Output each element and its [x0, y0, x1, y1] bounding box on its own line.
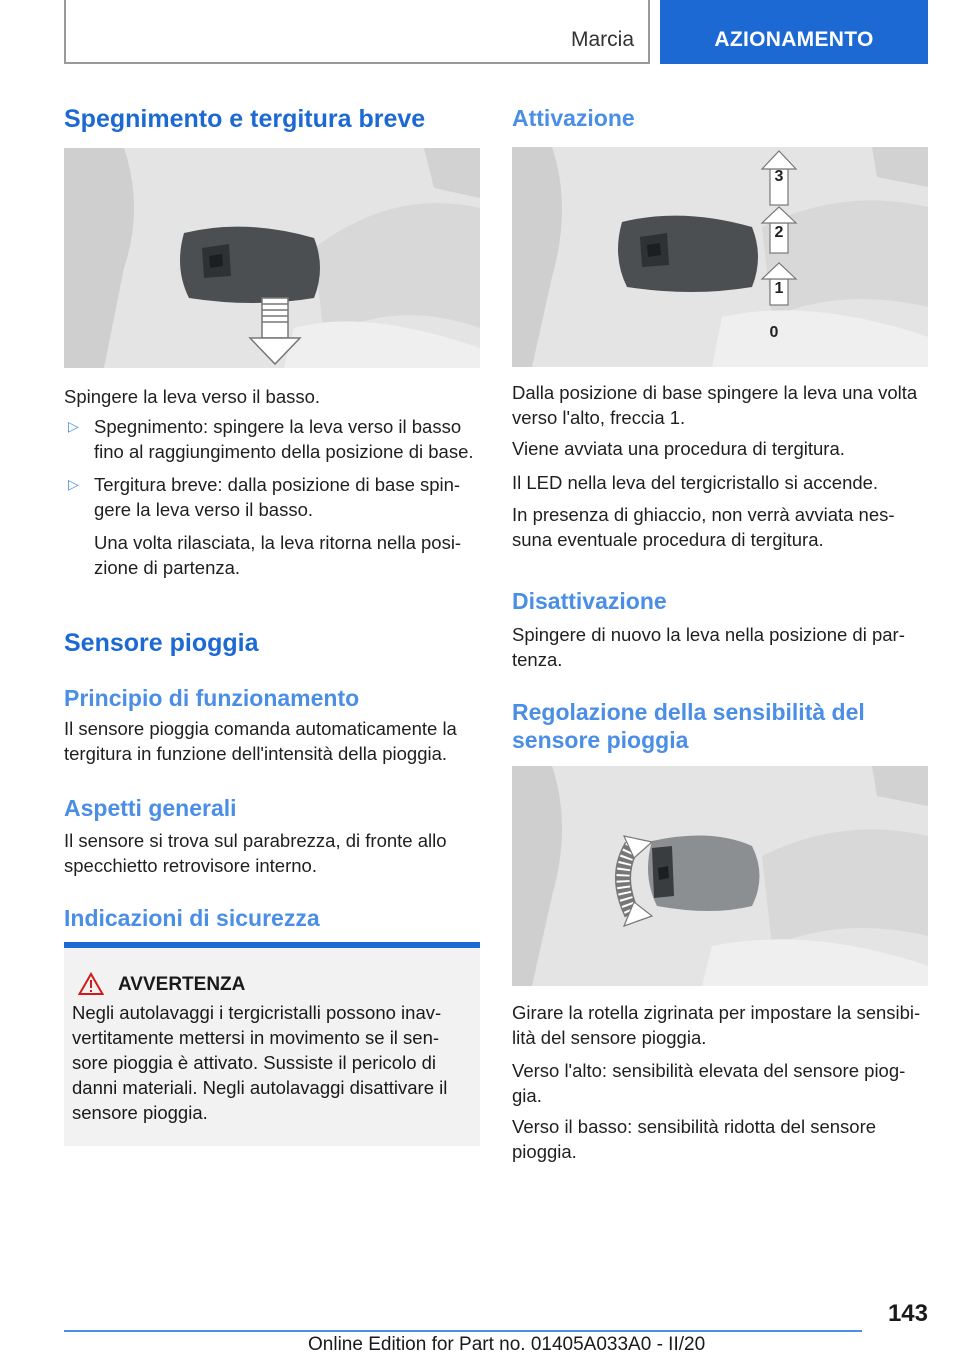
section-label: Marcia — [570, 28, 634, 51]
illustration-knurled-wheel — [512, 766, 928, 986]
section-tab — [64, 0, 650, 64]
deactivation-text: Spingere di nuovo la leva nella posizione di par-tenza. — [512, 624, 905, 670]
list-item-text: Spegnimento: spingere la leva verso il basso fino al raggiungimento della posizione di base. — [94, 416, 474, 462]
heading-general: Aspetti generali — [64, 795, 237, 821]
heading-rain-sensor: Sensore pioggia — [64, 629, 259, 657]
heading-short-wipe: Spegnimento e tergitura breve — [64, 105, 426, 133]
list-item-text: Tergitura breve: dalla posizione di base spin-gere la leva verso il basso. — [94, 474, 461, 520]
intro-text: Spingere la leva verso il basso. — [64, 386, 321, 407]
chapter-label: AZIONAMENTO — [714, 28, 874, 51]
heading-safety: Indicazioni di sicurezza — [64, 905, 320, 931]
heading-principle: Principio di funzionamento — [64, 685, 360, 711]
arrow-label-3: 3 — [774, 168, 784, 185]
activation-text-1: Dalla posizione di base spingere la leva una volta verso l'alto, freccia 1. — [512, 382, 918, 428]
activation-text-4: In presenza di ghiaccio, non verrà avviata nes-suna eventuale procedura di tergitura. — [512, 504, 895, 550]
triangle-bullet-icon: ▷ — [68, 476, 79, 492]
warning-box — [64, 942, 480, 1146]
bullet-list — [64, 414, 480, 580]
activation-text-2: Viene avviata una procedura di tergitura. — [512, 438, 845, 459]
warning-triangle-icon — [78, 972, 104, 996]
footer-rule — [64, 1330, 862, 1332]
warning-title: AVVERTENZA — [118, 974, 246, 995]
heading-sensitivity: Regolazione della sensibilità del sensore pioggia — [512, 699, 865, 753]
sensitivity-text-1: Girare la rotella zigrinata per impostare la sensibi-lità del sensore pioggia. — [512, 1002, 921, 1048]
arrow-label-1: 1 — [774, 280, 784, 297]
illustration-lever-up — [512, 147, 928, 367]
page-number: 143 — [887, 1300, 928, 1327]
triangle-bullet-icon: ▷ — [68, 418, 79, 434]
list-item-text: Una volta rilasciata, la leva ritorna nella posi-zione di partenza. — [94, 532, 462, 578]
sensitivity-text-2: Verso l'alto: sensibilità elevata del sensore piog-gia. — [512, 1060, 906, 1106]
warning-text: Negli autolavaggi i tergicristalli possono inav-vertitamente mettersi in movimento se il sen-sore pioggia è attivato. Sussiste il pericolo di danni materiali. Negli autolavaggi disattivare il sensore pioggia. — [72, 1002, 448, 1123]
list-item — [64, 472, 480, 580]
page-header — [64, 0, 928, 64]
illustration-lever-down — [64, 148, 480, 368]
heading-activation: Attivazione — [512, 105, 635, 131]
arrow-label-0: 0 — [769, 324, 779, 341]
general-text: Il sensore si trova sul parabrezza, di fronte allo specchietto retrovisore interno. — [64, 830, 447, 876]
edition-text: Online Edition for Part no. 01405A033A0 - II/20 — [308, 1334, 706, 1355]
chapter-tab — [660, 0, 928, 64]
arrow-label-2: 2 — [774, 224, 784, 241]
activation-text-3: Il LED nella leva del tergicristallo si accende. — [512, 472, 879, 493]
principle-text: Il sensore pioggia comanda automaticamente la tergitura in funzione dell'intensità della pioggia. — [64, 718, 457, 764]
heading-deactivation: Disattivazione — [512, 588, 667, 614]
list-item — [64, 414, 480, 464]
sensitivity-text-3: Verso il basso: sensibilità ridotta del sensore pioggia. — [512, 1116, 877, 1162]
